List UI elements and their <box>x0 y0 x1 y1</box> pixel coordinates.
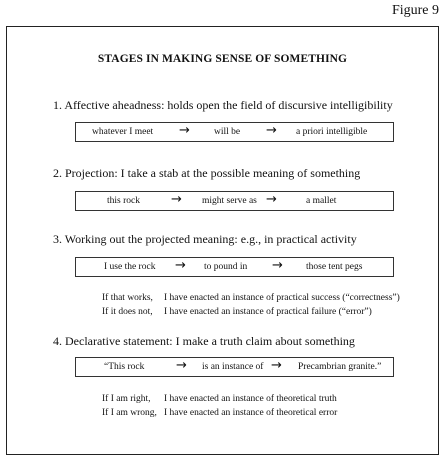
arrow-icon: → <box>179 123 190 138</box>
stage-2-heading: 2. Projection: I take a stab at the possible meaning of something <box>53 166 361 180</box>
stage-4-heading: 4. Declarative statement: I make a truth claim about something <box>53 334 355 348</box>
stage-3-note-1 <box>102 292 422 304</box>
stage-3-note-1-condition: If that works, <box>102 293 153 303</box>
arrow-icon: → <box>171 192 182 207</box>
stage-3-heading: 3. Working out the projected meaning: e.g., in practical activity <box>53 232 357 246</box>
stage-4-chain-item-1: “This rock <box>104 362 145 372</box>
arrow-icon: → <box>271 358 282 373</box>
stage-4-note-1 <box>102 393 422 405</box>
stage-3-chain-box <box>75 257 394 277</box>
stage-2-chain-item-2: might serve as <box>202 196 257 206</box>
stage-4-note-2 <box>102 407 422 419</box>
arrow-icon: → <box>272 258 283 273</box>
stage-3-note-1-result: I have enacted an instance of practical success (“correctness”) <box>164 293 400 303</box>
arrow-icon: → <box>176 358 187 373</box>
diagram-title: STAGES IN MAKING SENSE OF SOMETHING <box>97 53 348 65</box>
stage-2-chain-item-3: a mallet <box>306 196 337 206</box>
stage-3-note-2-result: I have enacted an instance of practical failure (“error”) <box>164 307 372 317</box>
stage-4-note-1-condition: If I am right, <box>102 394 151 404</box>
arrow-icon: → <box>266 123 277 138</box>
diagram-frame <box>6 26 439 455</box>
stage-4-note-2-result: I have enacted an instance of theoretical error <box>164 408 338 418</box>
stage-4-note-1-result: I have enacted an instance of theoretical truth <box>164 394 337 404</box>
stage-2-chain-box <box>75 191 394 211</box>
stage-1-chain-item-1: whatever I meet <box>92 127 154 137</box>
stage-2-chain-item-1: this rock <box>107 196 140 206</box>
stage-1-chain-box <box>75 122 394 142</box>
arrow-icon: → <box>266 192 277 207</box>
stage-1-chain-item-2: will be <box>214 127 241 137</box>
stage-3-note-2 <box>102 306 422 318</box>
stage-3-chain-item-2: to pound in <box>204 262 248 272</box>
stage-4-chain-item-3: Precambrian granite.” <box>298 362 382 372</box>
arrow-icon: → <box>175 258 186 273</box>
stage-1-chain-item-3: a priori intelligible <box>296 127 368 137</box>
stage-1-heading: 1. Affective aheadness: holds open the field of discursive intelligibility <box>53 98 393 112</box>
stage-3-chain-item-3: those tent pegs <box>306 262 363 272</box>
stage-3-chain-item-1: I use the rock <box>104 262 156 272</box>
figure-label: Figure 9 <box>391 3 439 18</box>
stage-3-note-2-condition: If it does not, <box>102 307 153 317</box>
stage-4-chain-box <box>75 357 394 377</box>
stage-4-note-2-condition: If I am wrong, <box>102 408 157 418</box>
stage-4-chain-item-2: is an instance of <box>202 362 264 372</box>
